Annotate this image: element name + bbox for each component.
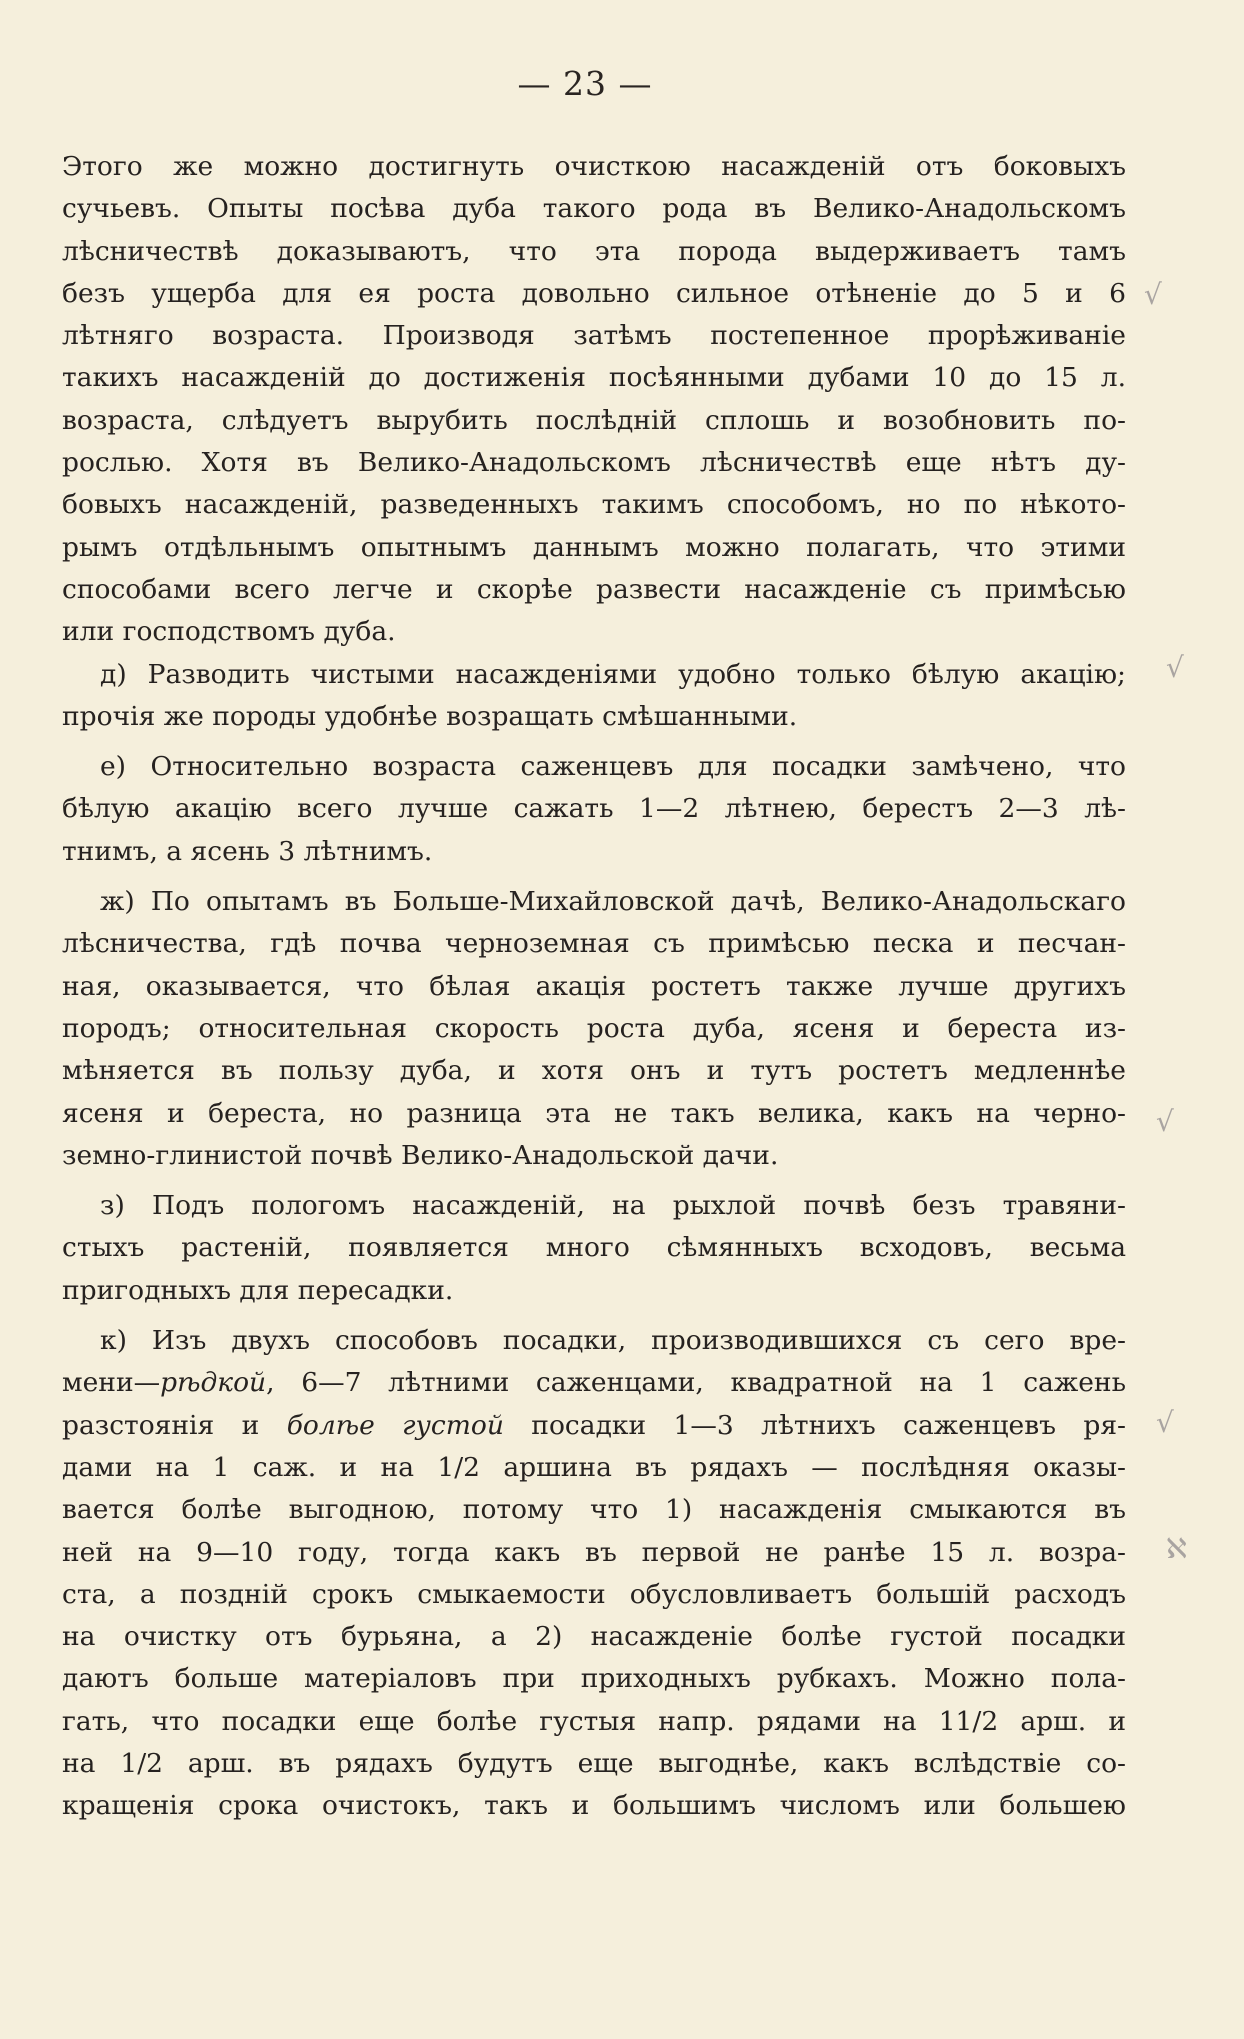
text-line	[62, 1447, 1126, 1489]
text-line: Этого же можно достигнуть очисткою насажденій отъ боковыхъ	[62, 151, 1126, 182]
text-line: бѣлую акацію всего лучше сажать 1—2 лѣтнею, берестъ 2—3 лѣ-	[62, 793, 1126, 825]
text-line: ная, оказывается, что бѣлая акація ростетъ также лучше другихъ	[62, 970, 1126, 1002]
text-run: на	[62, 1747, 121, 1779]
text-line: на очистку отъ бурьяна, а 2) насажденіе болѣе густой посадки	[62, 1621, 1126, 1653]
text-line: лѣтняго возраста. Производя затѣмъ постепенное прорѣживаніе	[62, 320, 1126, 352]
text-line: стыхъ растеній, появляется много сѣмянныхъ всходовъ, весьма	[62, 1232, 1126, 1264]
text-line: способами всего легче и скорѣе развести насажденіе съ примѣсью	[62, 573, 1126, 605]
text-line: земно-глинистой почвѣ Велико-Анадольской дачи.	[62, 1139, 779, 1171]
text-line: прочія же породы удобнѣе возращать смѣшанными.	[62, 700, 798, 732]
text-line: породъ; относительная скорость роста дуба, ясеня и береста из-	[62, 1012, 1126, 1044]
body-text	[62, 146, 1126, 1828]
text-line	[62, 1743, 1126, 1785]
text-line: з) Подъ пологомъ насажденій, на рыхлой почвѣ безъ травяни-	[100, 1190, 1126, 1222]
italic-run: болѣе густой	[286, 1409, 504, 1441]
text-line: или господствомъ дуба.	[62, 616, 396, 648]
text-line: лѣсничествѣ доказываютъ, что эта порода выдерживаетъ тамъ	[62, 235, 1126, 267]
text-line: рослью. Хотя въ Велико-Анадольскомъ лѣсничествѣ еще нѣтъ ду-	[62, 447, 1126, 479]
fraction: 1/2	[437, 1451, 481, 1483]
text-run: посадки 1—3 лѣтнихъ саженцевъ ря-	[503, 1409, 1126, 1441]
text-line: к) Изъ двухъ способовъ посадки, производившихся съ сего вре-	[100, 1325, 1126, 1357]
text-line: пригодныхъ для пересадки.	[62, 1274, 454, 1306]
text-line: возраста, слѣдуетъ вырубить послѣдній сплошь и возобновить по-	[62, 404, 1126, 436]
text-line: ж) По опытамъ въ Больше-Михайловской дачѣ, Велико-Анадольскаго	[100, 886, 1126, 918]
text-line: кращенія срока очистокъ, такъ и большимъ числомъ или большею	[62, 1790, 1126, 1822]
text-run: арш. въ рядахъ будутъ еще выгоднѣе, какъ вслѣдствіе со-	[163, 1747, 1126, 1779]
text-run: гать, что посадки еще болѣе густыя напр. рядами на	[62, 1705, 939, 1737]
page-number: — 23 —	[517, 64, 653, 103]
text-line: лѣсничества, гдѣ почва черноземная съ примѣсью песка и песчан-	[62, 928, 1126, 960]
text-line	[62, 1701, 1126, 1743]
text-line: е) Относительно возраста саженцевъ для посадки замѣчено, что	[100, 751, 1126, 783]
fraction: 1/2	[120, 1747, 163, 1779]
text-line: рымъ отдѣльнымъ опытнымъ даннымъ можно полагать, что этими	[62, 531, 1126, 563]
text-run: мени—	[62, 1367, 161, 1399]
text-run: , 6—7 лѣтними саженцами, квадратной на 1 сажень	[266, 1367, 1126, 1399]
text-run: аршина въ рядахъ — послѣдняя оказы-	[480, 1451, 1126, 1483]
margin-check-mark: √	[1156, 1406, 1174, 1439]
margin-check-mark: √	[1144, 278, 1162, 311]
margin-scribble-mark: ℵ	[1166, 1532, 1187, 1565]
text-run: разстоянія и	[62, 1409, 287, 1441]
text-line: ясеня и береста, но разница эта не такъ велика, какъ на черно-	[62, 1097, 1126, 1129]
text-line: ста, а поздній срокъ смыкаемости обусловливаетъ большій расходъ	[62, 1578, 1126, 1610]
text-line: бовыхъ насажденій, разведенныхъ такимъ способомъ, но по нѣкото-	[62, 489, 1126, 521]
text-line	[62, 1362, 1126, 1404]
text-line: безъ ущерба для ея роста довольно сильное отѣненіе до 5 и 6	[62, 277, 1126, 309]
fraction: 11/2	[938, 1705, 999, 1737]
text-line: такихъ насажденій до достиженія посѣянными дубами 10 до 15 л.	[62, 362, 1126, 394]
text-run: арш. и	[998, 1705, 1126, 1737]
italic-run: рѣдкой	[160, 1367, 267, 1399]
margin-check-mark: √	[1166, 651, 1184, 684]
text-line: тнимъ, а ясень 3 лѣтнимъ.	[62, 835, 433, 867]
text-line: даютъ больше матеріаловъ при приходныхъ рубкахъ. Можно пола-	[62, 1663, 1126, 1695]
text-run: дами на 1 саж. и на	[62, 1451, 438, 1483]
text-line	[62, 1405, 1126, 1447]
text-line: ней на 9—10 году, тогда какъ въ первой не ранѣе 15 л. возра-	[62, 1536, 1126, 1568]
text-line: вается болѣе выгодною, потому что 1) насажденія смыкаются въ	[62, 1494, 1126, 1526]
margin-check-mark: √	[1156, 1105, 1174, 1138]
text-line: д) Разводить чистыми насажденіями удобно только бѣлую акацію;	[100, 658, 1126, 690]
text-line: мѣняется въ пользу дуба, и хотя онъ и тутъ ростетъ медленнѣе	[62, 1055, 1126, 1087]
text-line: сучьевъ. Опыты посѣва дуба такого рода въ Велико-Анадольскомъ	[62, 193, 1126, 225]
